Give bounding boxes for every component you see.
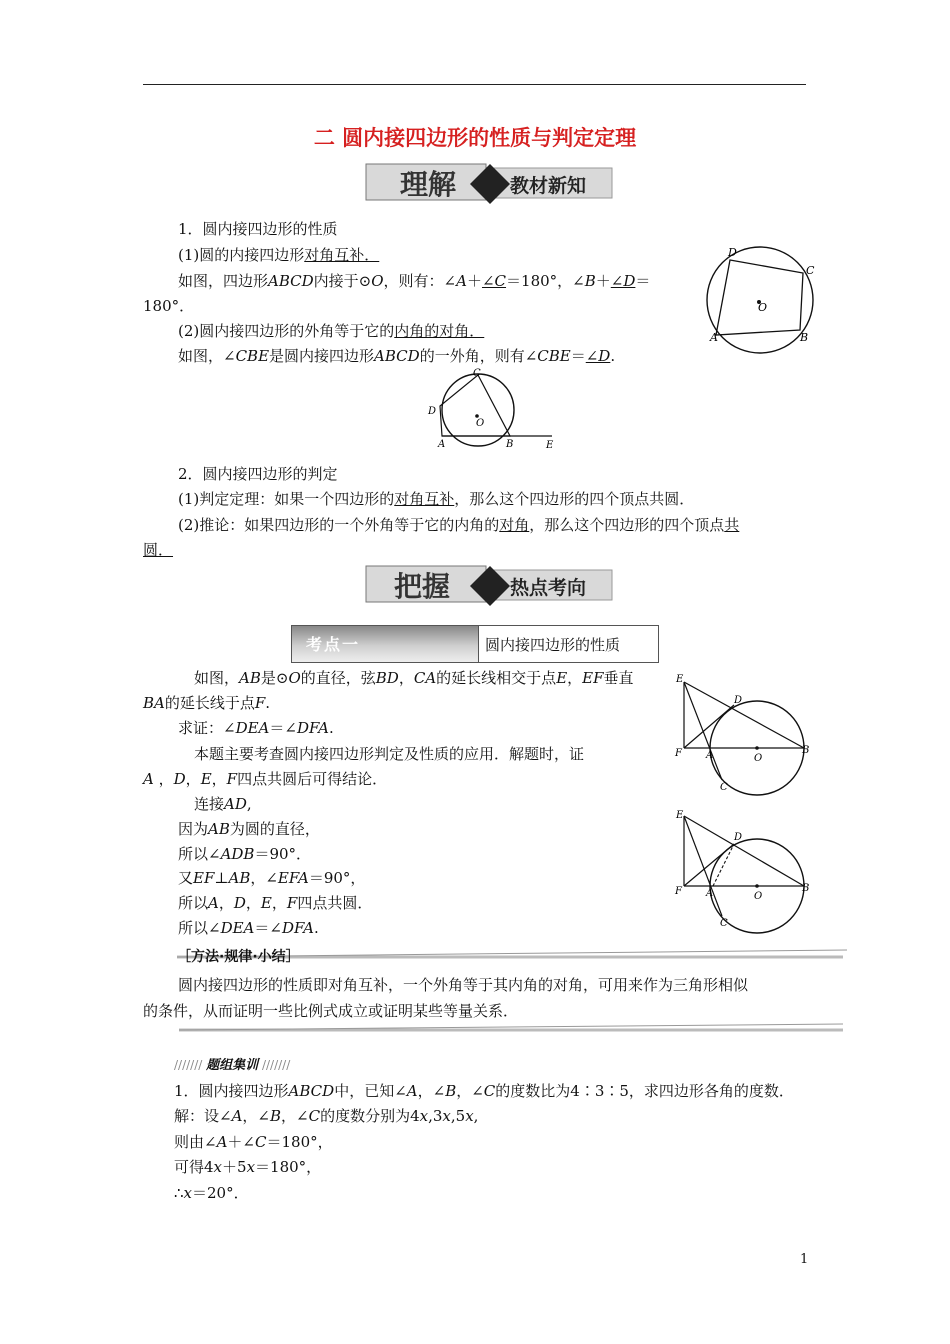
s2-p1: (1)判定定理：如果一个四边形的对角互补，那么这个四边形的四个顶点共圆． (178, 490, 695, 508)
group-q1: 1．圆内接四边形ABCD中，已知∠A，∠B，∠C的度数比为4∶3∶5，求四边形各角的度数． (174, 1082, 794, 1100)
svg-text:B: B (506, 439, 514, 450)
ex-line-11: 所以∠DEA＝∠DFA. (178, 919, 319, 937)
figure-4 (670, 806, 820, 936)
s1-p2-cont: 180°． (143, 297, 195, 315)
page-number: 1 (800, 1252, 809, 1267)
svg-text:C: C (720, 782, 728, 793)
svg-text:B: B (802, 883, 810, 894)
s1-p4: 如图，∠CBE是圆内接四边形ABCD的一外角，则有∠CBE＝∠D. (178, 347, 616, 365)
svg-text:A: A (706, 750, 714, 761)
group-sol-2: 则由∠A＋∠C＝180°， (174, 1133, 333, 1151)
ex-line-7: 因为AB为圆的直径， (178, 820, 320, 838)
s2-p2-cont: 圆． (143, 541, 174, 559)
section-label-tag: 考点一 (306, 635, 361, 654)
banner-understand-small: 教材新知 (510, 175, 587, 197)
s2-heading: 2．圆内接四边形的判定 (178, 465, 338, 483)
svg-text:E: E (676, 810, 684, 821)
svg-text:O: O (754, 891, 763, 902)
banner-understand (364, 158, 616, 210)
ex-line-10: 所以A，D，E，F四点共圆． (178, 894, 373, 912)
group-heading: /////// 题组集训 /////// (174, 1058, 291, 1073)
svg-text:A: A (438, 439, 446, 450)
s1-p3: (2)圆内接四边形的外角等于它的内角的对角． (178, 322, 485, 340)
header-rule (143, 84, 806, 85)
ex-line-8: 所以∠ADB＝90°． (178, 845, 312, 863)
svg-text:C: C (720, 918, 728, 929)
svg-text:D: D (734, 832, 743, 843)
s2-p2: (2)推论：如果四边形的一个外角等于它的内角的对角，那么这个四边形的四个顶点共 (178, 516, 740, 534)
ex-line-2: BA的延长线于点F. (143, 694, 271, 712)
svg-text:O: O (754, 753, 763, 764)
figure-3 (670, 668, 820, 798)
ex-line-6: 连接AD, (194, 795, 252, 813)
group-sol-3: 可得4x＋5x＝180°， (174, 1158, 322, 1176)
svg-text:A: A (710, 331, 718, 344)
svg-text:O: O (476, 418, 485, 429)
method-summary-line-1: 圆内接四边形的性质即对角互补，一个外角等于其内角的对角，可用来作为三角形相似 (178, 976, 749, 994)
ex-line-9: 又EF⊥AB，∠EFA＝90°， (178, 869, 366, 887)
ex-line-3: 求证：∠DEA＝∠DFA. (178, 719, 334, 737)
svg-text:A: A (706, 888, 714, 899)
ex-line-1: 如图，AB是⊙O的直径，弦BD，CA的延长线相交于点E，EF垂直 (194, 669, 634, 687)
svg-text:E: E (676, 674, 684, 685)
group-sol-4: ∴x＝20°． (174, 1184, 249, 1202)
s1-p1: (1)圆的内接四边形对角互补． (178, 246, 380, 264)
figure-2 (420, 366, 560, 456)
page-title: 二 圆内接四边形的性质与判定定理 (313, 126, 637, 150)
section-label-name: 圆内接四边形的性质 (485, 636, 621, 654)
svg-text:B: B (800, 331, 809, 344)
method-summary-line-2: 的条件，从而证明一些比例式成立或证明某些等量关系． (143, 1002, 519, 1020)
svg-text:C: C (473, 368, 481, 379)
method-summary-box (143, 944, 848, 1036)
s1-heading: 1．圆内接四边形的性质 (178, 220, 338, 238)
svg-text:C: C (806, 264, 815, 277)
ex-line-4: 本题主要考查圆内接四边形判定及性质的应用．解题时，证 (194, 745, 585, 763)
method-summary-heading: ［方法·规律·小结］ (177, 949, 300, 965)
banner-grasp-big: 把握 (394, 570, 451, 603)
banner-grasp (364, 560, 616, 612)
svg-text:D: D (734, 695, 743, 706)
svg-text:F: F (675, 748, 682, 759)
svg-text:O: O (758, 301, 768, 314)
svg-text:E: E (546, 440, 554, 451)
ex-line-5: A ，D，E，F四点共圆后可得结论． (143, 770, 388, 788)
figure-1 (700, 240, 825, 355)
s1-p2: 如图，四边形ABCD内接于⊙O，则有：∠A＋∠C＝180°，∠B＋∠D＝ (178, 272, 651, 290)
svg-text:D: D (428, 406, 437, 417)
section-label (291, 625, 659, 663)
svg-text:F: F (675, 886, 682, 897)
svg-text:D: D (728, 246, 737, 259)
banner-understand-big: 理解 (400, 168, 457, 201)
banner-grasp-small: 热点考向 (510, 577, 587, 599)
svg-text:B: B (802, 745, 810, 756)
group-sol-1: 解：设∠A，∠B，∠C的度数分别为4x,3x,5x, (174, 1107, 479, 1125)
